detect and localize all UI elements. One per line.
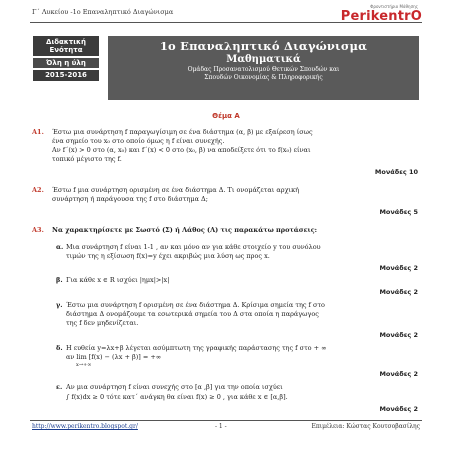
item-e-marks: Μονάδες 2 xyxy=(379,405,418,413)
question-a1-line-1: Έστω μια συνάρτηση f παραγωγίσιμη σε ένα διάστημα (α, β) με εξαίρεση ίσως xyxy=(52,128,313,136)
perikentro-logo xyxy=(324,4,424,22)
running-header: Γ΄ Λυκείου -1ο Επαναληπτικό Διαγώνισμα xyxy=(32,8,174,16)
unit-value: Όλη η ύλη xyxy=(33,58,99,68)
item-c-line-1: Έστω μια συνάρτηση f ορισμένη σε ένα διάστημα Δ. Κρίσιμα σημεία της f στο xyxy=(66,301,325,309)
school-year: 2015-2016 xyxy=(33,70,99,81)
item-e-line-2: ∫ f(x)dx ≥ 0 τότε κατ΄ ανάγκη θα είναι f(x) ≥ 0 , για κάθε x ∈ [α,β]. xyxy=(66,393,288,401)
footer-editor: Επιμέλεια: Κώστας Κουτσοβασίλης xyxy=(311,423,420,430)
item-a-line-1: Μια συνάρτηση f είναι 1-1 , αν και μόνο αν για κάθε στοιχείο y του συνόλου xyxy=(66,243,321,251)
exam-subject: Μαθηματικά xyxy=(226,54,301,65)
footer-rule xyxy=(30,420,422,421)
orientation-line-1: Ομάδας Προσανατολισμού Θετικών Σπουδών και xyxy=(187,66,340,73)
question-a2-marks: Μονάδες 5 xyxy=(379,208,418,216)
item-b-marks: Μονάδες 2 xyxy=(379,288,418,296)
question-a3-number: Α3. xyxy=(32,226,44,234)
item-a-label: α. xyxy=(56,243,64,251)
item-c-line-2: διάστημα Δ ονομάζουμε τα εσωτερικά σημεία του Δ στα οποία η παράγωγος xyxy=(66,310,319,318)
item-b-line-1: Για κάθε x ∈ R ισχύει |ημx|>|x| xyxy=(66,276,170,284)
item-a-line-2: τιμών της η εξίσωση f(x)=y έχει ακριβώς μια λύση ως προς x. xyxy=(66,252,270,260)
question-a2-number: Α2. xyxy=(32,186,44,194)
logo-tagline: Φροντιστήριο Μάθησης xyxy=(370,4,418,9)
question-a3-instruction: Να χαρακτηρίσετε με Σωστό (Σ) ή Λάθος (Λ) τις παρακάτω προτάσεις: xyxy=(52,226,318,234)
question-a2-line-2: συνάρτηση ή παράγουσα της f στο διάστημα Δ; xyxy=(52,195,208,203)
logo-name: PerikentrO xyxy=(340,9,422,24)
item-d-line-1: Η ευθεία y=λx+β λέγεται ασύμπτωτη της γραφικής παράστασης της f στο + ∞ xyxy=(66,344,327,352)
theme-title: Θέμα Α xyxy=(212,112,240,120)
exam-title: 1ο Επαναληπτικό Διαγώνισμα xyxy=(159,39,368,53)
header-rule xyxy=(30,22,422,23)
item-a-marks: Μονάδες 2 xyxy=(379,264,418,272)
orientation-line-2: Σπουδών Οικονομίας & Πληροφορικής xyxy=(204,74,323,81)
header-info-column xyxy=(33,36,99,100)
question-a1-line-3: Αν f΄(x) > 0 στο (α, x₀) και f΄(x) < 0 στο (x₀, β) να αποδείξετε ότι το f(x₀) είναι xyxy=(52,146,311,154)
question-a1-line-2: ένα σημείο του x₀ στο οποίο όμως η f είναι συνεχής. xyxy=(52,137,225,145)
unit-label-2: Ενότητα xyxy=(49,46,83,54)
unit-label-1: Διδακτική xyxy=(46,38,86,46)
question-a1-marks: Μονάδες 10 xyxy=(374,168,418,176)
item-d-label: δ. xyxy=(56,344,63,352)
item-c-marks: Μονάδες 2 xyxy=(379,331,418,339)
question-a1-line-4: τοπικό μέγιστο της f. xyxy=(52,155,122,163)
page-number: - 1 - xyxy=(215,423,227,430)
item-d-marks: Μονάδες 2 xyxy=(379,370,418,378)
question-a2-line-1: Έστω f μια συνάρτηση ορισμένη σε ένα διάστημα Δ. Τι ονομάζεται αρχική xyxy=(52,186,300,194)
item-e-line-1: Αν μια συνάρτηση f είναι συνεχής στο [α ,β] για την οποία ισχύει xyxy=(66,383,283,391)
item-e-label: ε. xyxy=(56,383,63,391)
exam-title-box xyxy=(108,36,419,100)
item-d-limit-subscript: x→+∞ xyxy=(76,362,92,368)
question-a1-number: Α1. xyxy=(32,128,44,136)
footer-url-link[interactable]: http://www.perikentro.blogspot.gr/ xyxy=(32,423,138,430)
item-c-label: γ. xyxy=(56,301,63,309)
item-b-label: β. xyxy=(56,276,63,284)
item-d-line-2: αν lim [f(x) − (λx + β)] = +∞ xyxy=(66,353,162,361)
unit-label-box xyxy=(33,36,99,56)
item-c-line-3: της f δεν μηδενίζεται. xyxy=(66,319,139,327)
